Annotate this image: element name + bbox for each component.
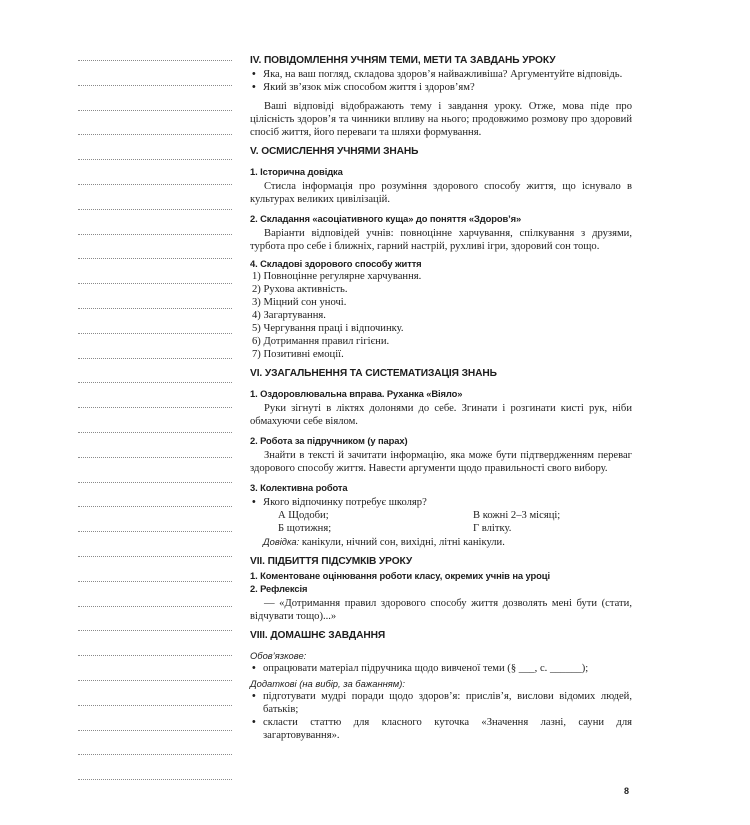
section-4-bullet: • Який зв’язок між способом життя і здоров’ям? [250,81,632,94]
section-5-heading: V. ОСМИСЛЕННЯ УЧНЯМИ ЗНАНЬ [250,146,419,157]
section-4-bullet: • Яка, на ваш погляд, складова здоров’я найважливіша? Аргументуйте відповідь. [250,68,632,81]
note-line [78,134,232,135]
note-line [78,705,232,706]
section-6-heading: VI. УЗАГАЛЬНЕННЯ ТА СИСТЕМАТИЗАЦІЯ ЗНАНЬ [250,368,497,379]
note-line [78,630,232,631]
section-7-quote: — «Дотримання правил здорового способу життя дозволять мені бути (стати, відчувати тощо)...» [250,598,632,622]
note-line [78,407,232,408]
note-line [78,110,232,111]
note-line [78,754,232,755]
section-6-sub1-text: Руки зігнуті в ліктях долонями до себе. Згинати і розгинати кисті рук, ніби обмахуючи себе віялом. [250,403,632,427]
note-line [78,60,232,61]
note-line [78,779,232,780]
mandatory-label: Обов’язкове: [250,650,307,661]
section-5-sub2-title: 2. Складання «асоціативного куща» до поняття «Здоров’я» [250,213,522,224]
note-line [78,556,232,557]
section-5-sub4-title: 4. Складові здорового способу життя [250,258,422,269]
option-b: Б щотижня; [278,523,332,534]
note-line [78,606,232,607]
section-4-paragraph: Ваші відповіді відображають тему і завдання уроку. Отже, мова піде про цілісність здоров’я та чинники впливу на нього; продовжимо розмову про здоровий спосіб життя, його переваги та шляхи формування. [250,101,632,138]
note-line [78,209,232,210]
mandatory-item: • опрацювати матеріал підручника щодо вивченої теми (§ ___, с. ______); [250,662,632,675]
list-item: 4) Загартування. [252,310,326,321]
note-line [78,432,232,433]
section-5-sub1-title: 1. Історична довідка [250,166,343,177]
list-item: 2) Рухова активність. [252,284,348,295]
note-line [78,506,232,507]
list-item: 7) Позитивні емоції. [252,349,344,360]
hint-text: канікули, нічний сон, вихідні, літні канікули. [299,537,505,548]
option-a: А Щодоби; [278,510,329,521]
note-line [78,85,232,86]
lesson-content [250,54,632,742]
note-line [78,308,232,309]
section-8-heading: VIII. ДОМАШНЄ ЗАВДАННЯ [250,630,386,641]
option-v: В кожні 2–3 місяці; [473,510,561,521]
section-7-heading: VII. ПІДБИТТЯ ПІДСУМКІВ УРОКУ [250,556,413,567]
hint-label: Довідка: [263,536,300,547]
section-6-sub1-title: 1. Оздоровлювальна вправа. Руханка «Віяло» [250,388,463,399]
note-line [78,333,232,334]
note-line [78,482,232,483]
note-line [78,234,232,235]
optional-label: Додаткові (на вибір, за бажанням): [250,678,405,689]
section-6-sub3-title: 3. Колективна робота [250,482,348,493]
hint [250,535,632,549]
section-7-sub1-title: 1. Коментоване оцінювання роботи класу, окремих учнів на уроці [250,570,550,581]
section-6-sub2-text: Знайти в тексті й зачитати інформацію, яка може бути підтвердженням переваг здорового способу життя. Навести аргументи щодо правильності свого вибору. [250,450,632,474]
note-line [78,159,232,160]
note-line [78,581,232,582]
note-line [78,358,232,359]
note-line [78,283,232,284]
section-6-question: • Якого відпочинку потребує школяр? [250,496,632,509]
note-line [78,655,232,656]
list-item: 5) Чергування праці і відпочинку. [252,323,404,334]
section-7-sub2-title: 2. Рефлексія [250,583,308,594]
answer-options [250,509,632,535]
note-line [78,680,232,681]
note-line [78,457,232,458]
note-line [78,531,232,532]
section-5-sub2-text: Варіанти відповідей учнів: повноцінне харчування, спілкування з друзями, турбота про себе і ближніх, гарний настрій, рухливі ігри, здоровий сон тощо. [250,228,632,252]
note-line [78,382,232,383]
option-g: Г влітку. [473,523,512,534]
section-4-heading: IV. ПОВІДОМЛЕННЯ УЧНЯМ ТЕМИ, МЕТИ ТА ЗАВДАНЬ УРОКУ [250,55,556,66]
note-line [78,184,232,185]
note-line [78,730,232,731]
list-item: 1) Повноцінне регулярне харчування. [252,271,422,282]
list-item: 3) Міцний сон уночі. [252,297,347,308]
section-5-sub1-text: Стисла інформація про розуміння здорового способу життя, що існувало в культурах великих цивілізацій. [250,181,632,205]
note-line [78,258,232,259]
list-item: 6) Дотримання правил гігієни. [252,336,390,347]
optional-item: • підготувати мудрі поради щодо здоров’я: прислів’я, вислови відомих людей, батьків; [250,690,632,716]
optional-item: • скласти статтю для класного куточка «Значення лазні, сауни для загартовування». [250,716,632,742]
section-6-sub2-title: 2. Робота за підручником (у парах) [250,435,408,446]
page-number: 8 [624,786,630,796]
notes-margin [78,0,232,825]
